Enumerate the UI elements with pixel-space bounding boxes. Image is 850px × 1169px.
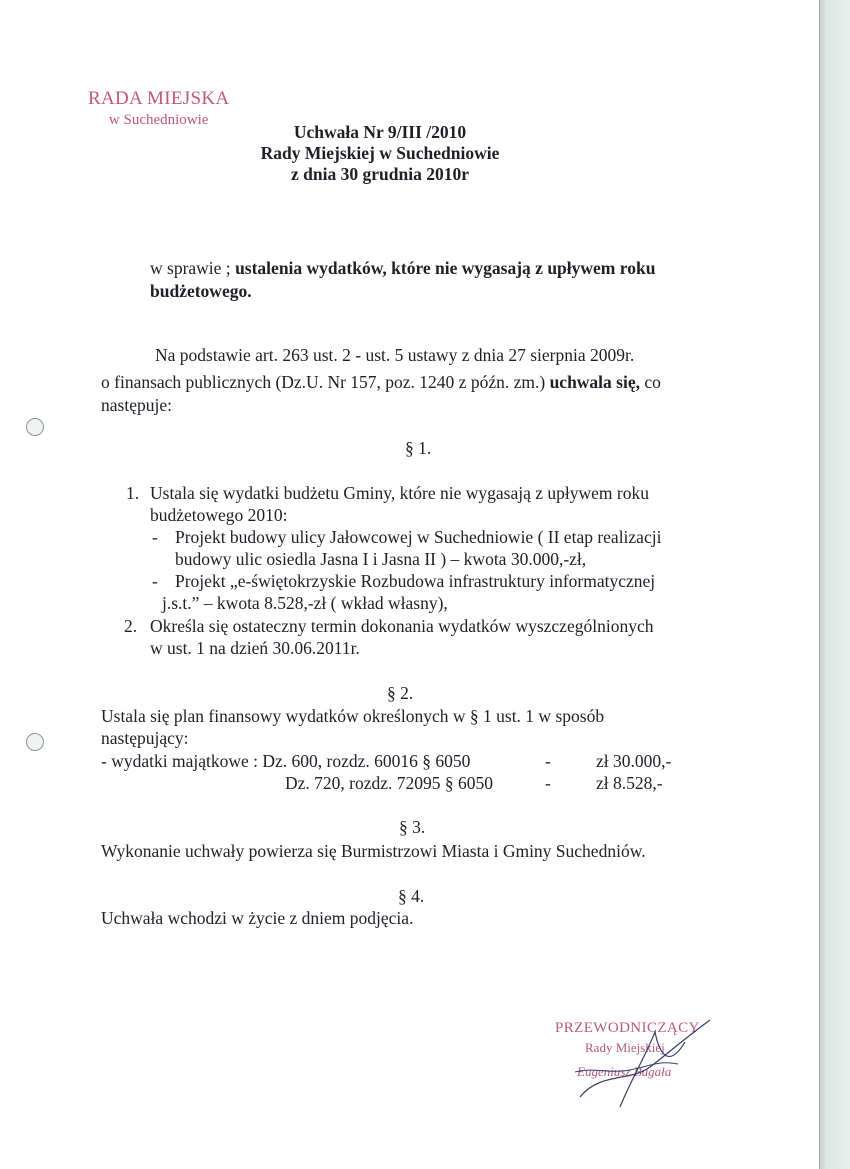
resolution-title [230,122,530,185]
list-item-text: w ust. 1 na dzień 30.06.2011r. [150,638,360,658]
expense-row-amount: zł 8.528,- [596,773,663,793]
project-text: Projekt „e-świętokrzyskie Rozbudowa infrastruktury informatycznej [175,571,656,591]
expense-row-label: - wydatki majątkowe : Dz. 600, rozdz. 60016 § 6050 [101,751,471,771]
basis-text: o finansach publicznych (Dz.U. Nr 157, poz. 1240 z późn. zm.) [101,372,550,392]
subject-line-1 [150,258,655,279]
expense-row-amount: zł 30.000,- [596,751,672,771]
bullet-dash: - [152,527,158,547]
handwritten-signature [560,1012,720,1112]
project-text: j.s.t.” – kwota 8.528,-zł ( wkład własny), [162,593,448,613]
stamp-line: w Suchedniowie [108,112,209,128]
project-text: budowy ulic osiedla Jasna I i Jasna II ) – kwota 30.000,-zł, [175,549,587,569]
section-heading: § 3. [399,817,426,837]
stamp-line: Rady Miejskiej [585,1040,665,1055]
list-item-text: Ustala się wydatki budżetu Gminy, które nie wygasają z upływem roku [150,483,649,503]
list-item-text: Określa się ostateczny termin dokonania wydatków wyszczególnionych [150,616,654,636]
subject-prefix: w sprawie ; [150,258,236,278]
subject-bold: ustalenia wydatków, które nie wygasają z upływem roku [235,258,656,278]
section-heading: § 2. [387,683,414,703]
paragraph-line: Wykonanie uchwały powierza się Burmistrzowi Miasta i Gminy Suchedniów. [101,841,646,861]
stamp-line: RADA MIEJSKA [88,88,230,109]
stamp-line: PRZEWODNICZĄCY [555,1020,700,1036]
basis-line-3: następuje: [101,395,172,415]
paragraph-line: Ustala się plan finansowy wydatków określonych w § 1 ust. 1 w sposób [101,706,605,726]
paragraph-line: następujący: [101,728,189,748]
expense-row-dash: - [545,773,551,793]
basis-tail: co [640,372,661,392]
scan-edge-line [819,0,820,1169]
list-item-text: budżetowego 2010: [150,505,288,525]
expense-row-dash: - [545,751,551,771]
title-line: Rady Miejskiej w Suchedniowie [260,143,500,163]
scan-right-edge [820,0,850,1169]
stamp-line: Eugeniusz Bugała [577,1064,672,1079]
basis-bold: uchwala się, [549,372,640,392]
list-number: 2. [124,616,138,636]
title-line: z dnia 30 grudnia 2010r [291,164,469,184]
expense-row-label: Dz. 720, rozdz. 72095 § 6050 [285,773,494,793]
basis-line-2 [101,372,661,393]
council-stamp [88,88,229,129]
section-heading: § 4. [398,886,425,906]
subject-line-2: budżetowego. [150,281,252,301]
paragraph-line: Uchwała wchodzi w życie z dniem podjęcia. [101,908,414,928]
bullet-dash: - [152,571,158,591]
punch-hole [26,418,44,436]
basis-line-1: Na podstawie art. 263 ust. 2 - ust. 5 ustawy z dnia 27 sierpnia 2009r. [155,345,635,365]
punch-hole [26,733,44,751]
title-line: Uchwała Nr 9/III /2010 [293,122,467,142]
section-heading: § 1. [405,438,432,458]
project-text: Projekt budowy ulicy Jałowcowej w Suchedniowie ( II etap realizacji [175,527,662,547]
list-number: 1. [126,483,140,503]
